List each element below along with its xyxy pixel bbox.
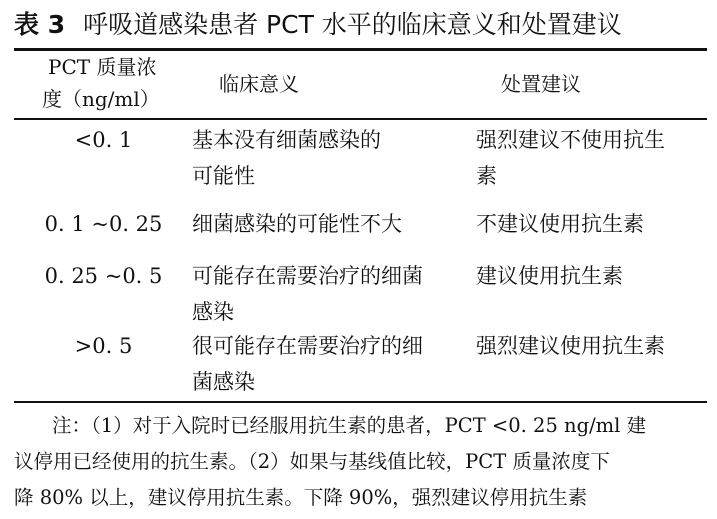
header-rule <box>14 118 707 120</box>
row4-level: >0. 5 <box>74 334 133 358</box>
note-line3: 降 80% 以上，建议停用抗生素。下降 90%，强烈建议停用抗生素 <box>14 486 588 509</box>
top-rule <box>14 48 707 51</box>
header-clinical-meaning: 临床意义 <box>219 72 299 96</box>
row4-advice-line1: 强烈建议使用抗生素 <box>476 334 665 358</box>
row3-meaning-line2: 感染 <box>192 300 234 324</box>
header-pct-line1: PCT 质量浓 <box>48 55 157 79</box>
header-pct-line2: 度（ng/ml） <box>42 87 160 111</box>
row3-level: 0. 25 ~0. 5 <box>44 264 163 288</box>
bottom-rule <box>14 401 707 403</box>
row1-advice-line1: 强烈建议不使用抗生 <box>476 128 665 152</box>
row1-level: <0. 1 <box>74 128 133 152</box>
note-line1 <box>14 408 708 444</box>
row3-meaning-line1: 可能存在需要治疗的细菌 <box>192 264 423 288</box>
row1-meaning-line1: 基本没有细菌感染的 <box>192 128 381 152</box>
row2-advice-line1: 不建议使用抗生素 <box>476 212 644 236</box>
header-advice: 处置建议 <box>501 72 581 96</box>
row2-level: 0. 1 ~0. 25 <box>44 212 163 236</box>
table-title <box>14 8 704 42</box>
note-line2: 议停用已经使用的抗生素。（2）如果与基线值比较，PCT 质量浓度下 <box>14 450 610 473</box>
table-caption: 呼吸道感染患者 PCT 水平的临床意义和处置建议 <box>83 10 622 39</box>
row2-meaning-line1: 细菌感染的可能性不大 <box>192 212 402 236</box>
note-line1-text: 注：（1）对于入院时已经服用抗生素的患者，PCT <0. 25 ng/ml 建 <box>52 414 647 437</box>
row4-meaning-line2: 菌感染 <box>192 370 255 394</box>
row1-meaning-line2: 可能性 <box>192 164 255 188</box>
row3-advice-line1: 建议使用抗生素 <box>476 264 623 288</box>
table-label: 表 3 <box>14 10 66 39</box>
row4-meaning-line1: 很可能存在需要治疗的细 <box>192 334 423 358</box>
row1-advice-line2: 素 <box>476 164 497 188</box>
table-note <box>14 408 708 516</box>
